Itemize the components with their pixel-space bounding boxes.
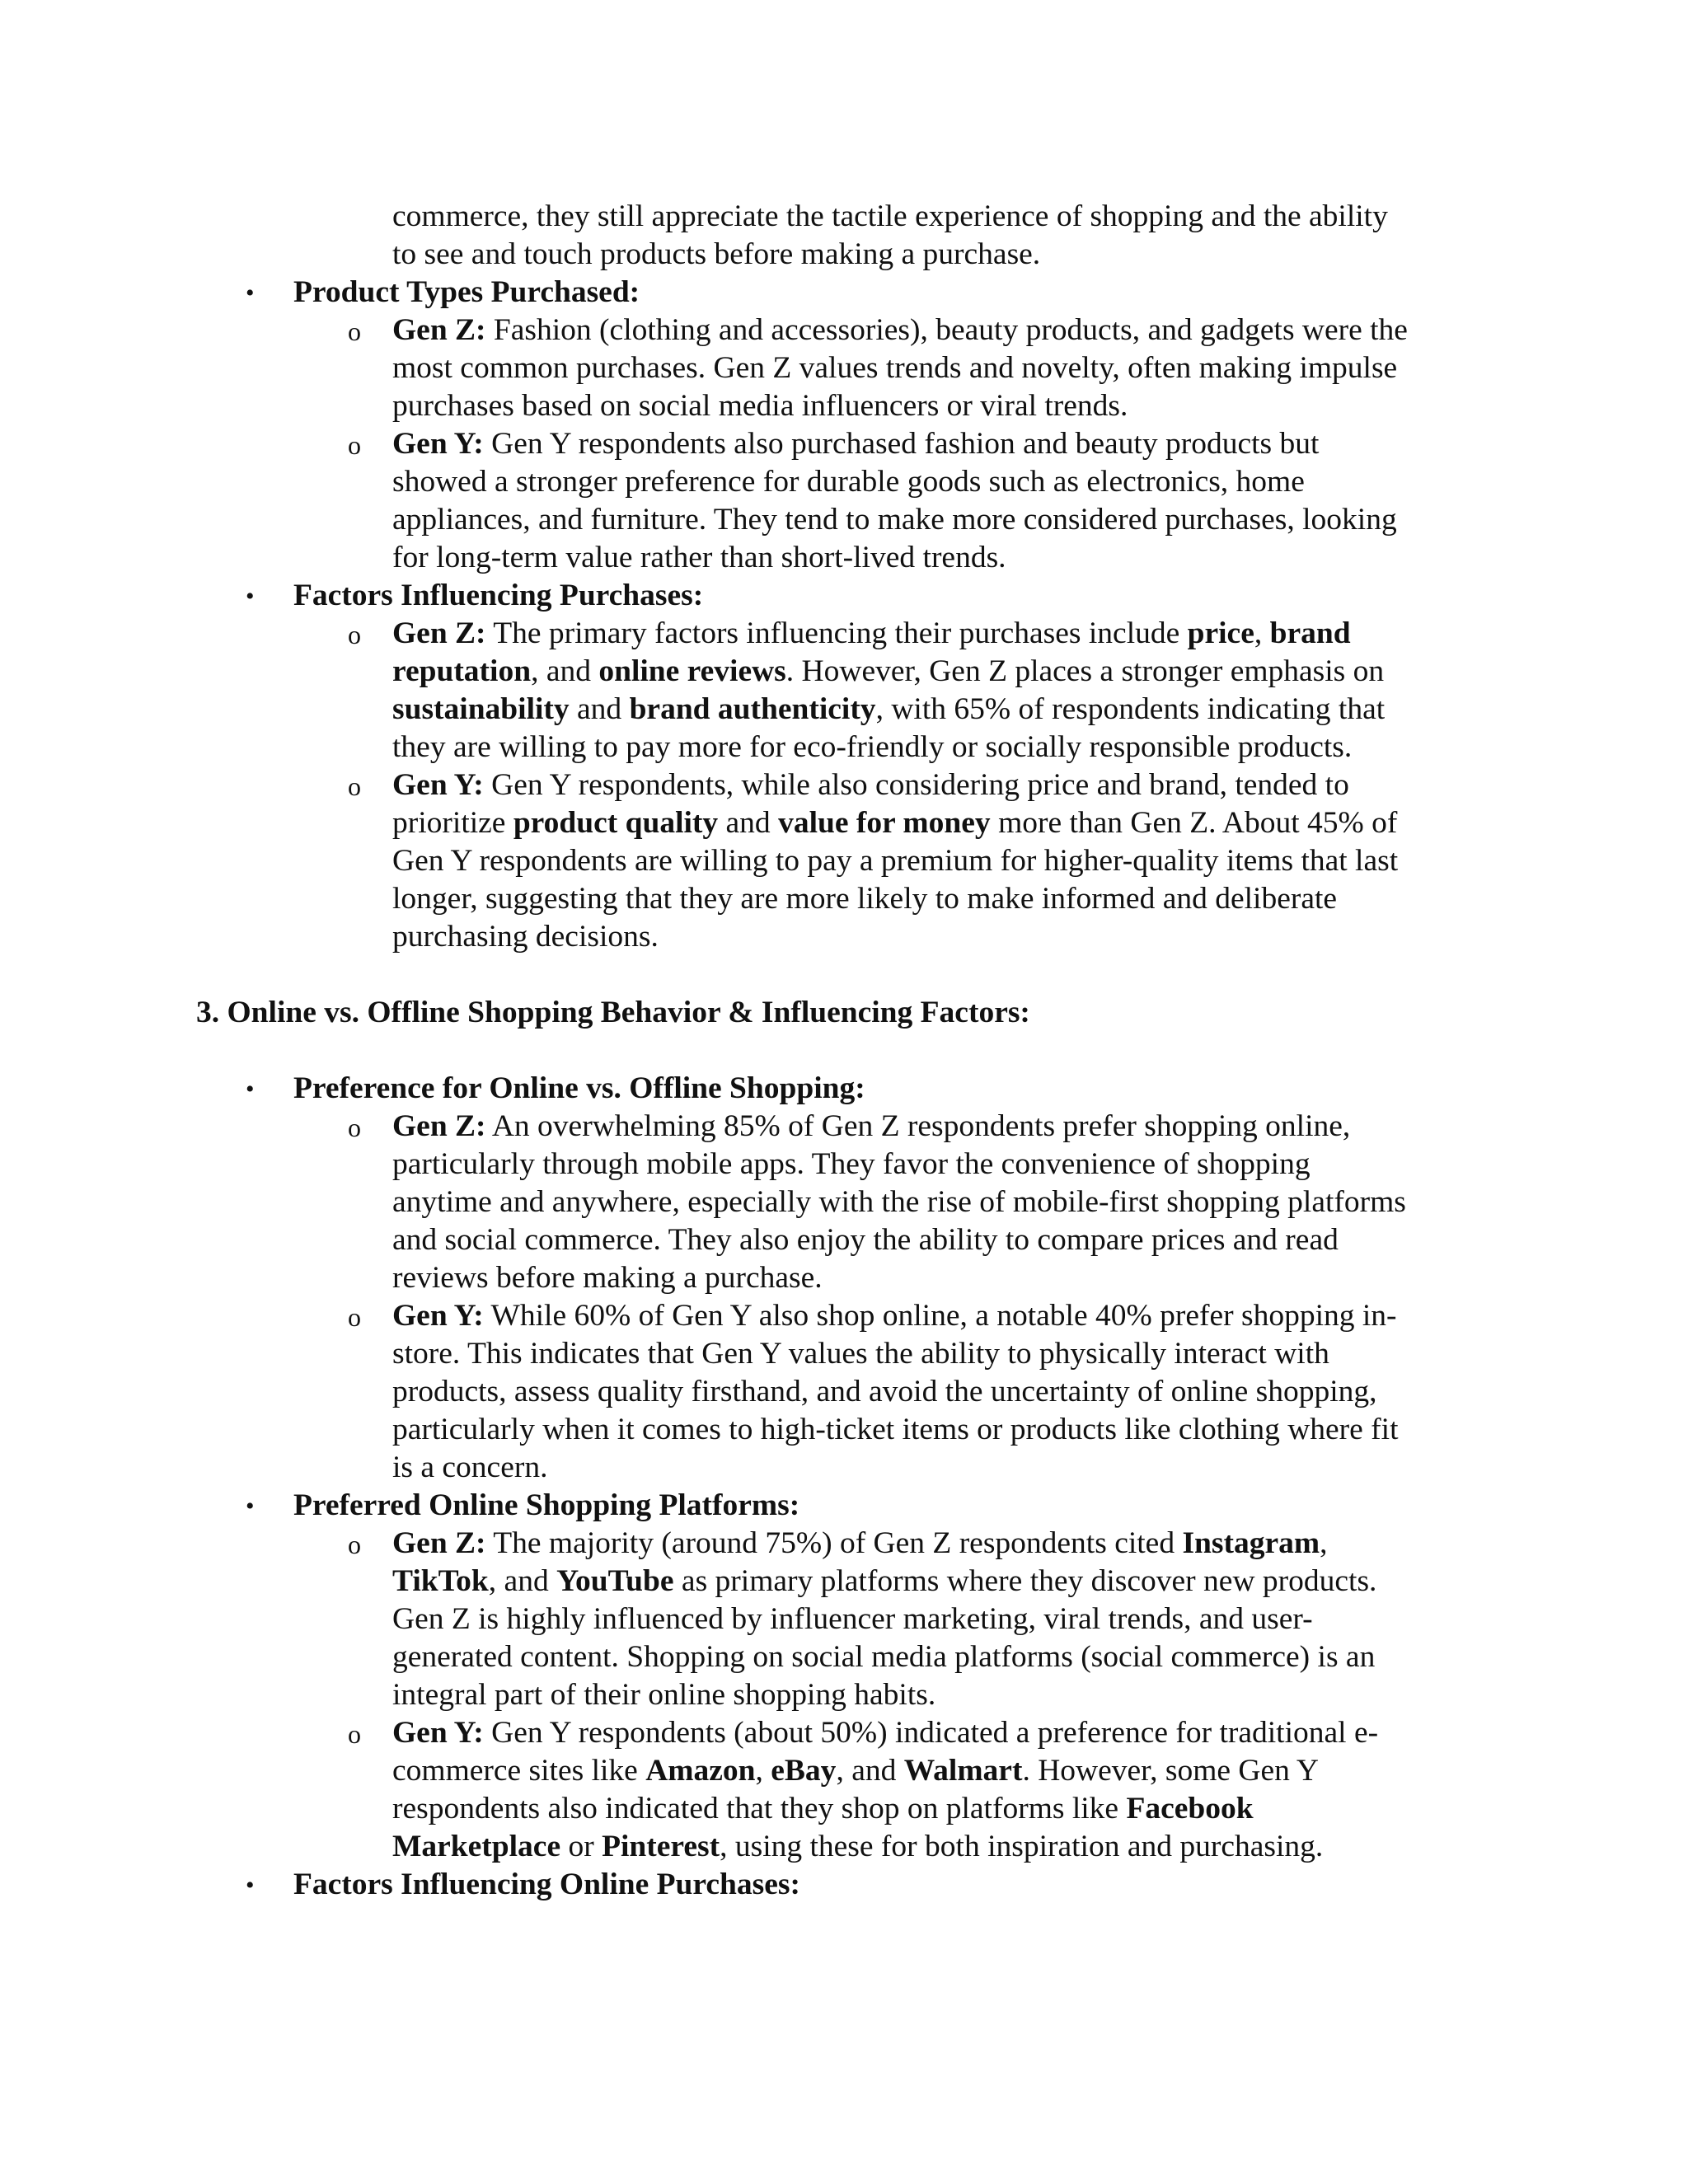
text-line: sustainability and brand authenticity, with 65% of respondents indicating that (392, 692, 1386, 726)
text-line: generated content. Shopping on social media platforms (social commerce) is an (392, 1640, 1376, 1674)
text-line: products, assess quality firsthand, and avoid the uncertainty of online shopping, (392, 1375, 1377, 1408)
bullet-heading: Factors Influencing Online Purchases: (293, 1868, 800, 1901)
bullet-icon: • (246, 583, 255, 610)
sub-bullet-icon: o (348, 771, 361, 801)
text-line: Gen Y respondents are willing to pay a premium for higher-quality items that last (392, 844, 1399, 878)
text-line: particularly when it comes to high-ticket items or products like clothing where fit (392, 1413, 1399, 1446)
text-line: most common purchases. Gen Z values trends and novelty, often making impulse (392, 351, 1398, 385)
text-line: purchases based on social media influencers or viral trends. (392, 389, 1128, 423)
bullet-icon: • (246, 1872, 255, 1899)
bullet-icon: • (246, 279, 255, 307)
sub-bullet-icon: o (348, 1530, 361, 1559)
text-line: Gen Z: Fashion (clothing and accessories), beauty products, and gadgets were the (392, 313, 1408, 347)
text-line: for long-term value rather than short-lived trends. (392, 541, 1006, 574)
text-line: showed a stronger preference for durable goods such as electronics, home (392, 465, 1305, 499)
text-line: integral part of their online shopping habits. (392, 1678, 936, 1712)
text-line: Gen Z: The majority (around 75%) of Gen Z respondents cited Instagram, (392, 1526, 1328, 1560)
text-line: store. This indicates that Gen Y values the ability to physically interact with (392, 1337, 1329, 1371)
section-heading: 3. Online vs. Offline Shopping Behavior & Influencing Factors: (196, 996, 1030, 1029)
text-line: Gen Z: The primary factors influencing their purchases include price, brand (392, 616, 1351, 650)
text-line: particularly through mobile apps. They favor the convenience of shopping (392, 1147, 1311, 1181)
text-line: commerce sites like Amazon, eBay, and Walmart. However, some Gen Y (392, 1754, 1319, 1788)
text-line: Marketplace or Pinterest, using these for both inspiration and purchasing. (392, 1830, 1324, 1863)
text-line: longer, suggesting that they are more likely to make informed and deliberate (392, 882, 1338, 916)
bullet-heading: Preferred Online Shopping Platforms: (293, 1488, 800, 1522)
text-line: Gen Y: Gen Y respondents, while also considering price and brand, tended to (392, 768, 1349, 802)
sub-bullet-icon: o (348, 1113, 361, 1142)
text-line: Gen Y: While 60% of Gen Y also shop online, a notable 40% prefer shopping in- (392, 1299, 1397, 1333)
bullet-icon: • (246, 1076, 255, 1103)
bullet-heading: Preference for Online vs. Offline Shopping: (293, 1071, 865, 1105)
text-line: is a concern. (392, 1451, 548, 1484)
text-line: respondents also indicated that they shop on platforms like Facebook (392, 1792, 1254, 1825)
sub-bullet-icon: o (348, 430, 361, 460)
text-line: purchasing decisions. (392, 920, 659, 954)
bullet-heading: Factors Influencing Purchases: (293, 579, 704, 612)
text-line: reputation, and online reviews. However, Gen Z places a stronger emphasis on (392, 654, 1385, 688)
sub-bullet-icon: o (348, 1302, 361, 1332)
bullet-heading: Product Types Purchased: (293, 275, 640, 309)
sub-bullet-icon: o (348, 316, 361, 346)
text-line: Gen Z is highly influenced by influencer marketing, viral trends, and user- (392, 1602, 1313, 1636)
text-line: reviews before making a purchase. (392, 1261, 823, 1295)
sub-bullet-icon: o (348, 620, 361, 649)
sub-bullet-icon: o (348, 1719, 361, 1749)
text-line: and social commerce. They also enjoy the ability to compare prices and read (392, 1223, 1339, 1257)
text-line: Gen Y: Gen Y respondents also purchased fashion and beauty products but (392, 427, 1320, 461)
text-line: they are willing to pay more for eco-friendly or socially responsible products. (392, 730, 1353, 764)
text-line: commerce, they still appreciate the tactile experience of shopping and the ability (392, 199, 1388, 233)
text-line: appliances, and furniture. They tend to make more considered purchases, looking (392, 503, 1397, 537)
text-line: to see and touch products before making a purchase. (392, 237, 1041, 271)
bullet-icon: • (246, 1493, 255, 1520)
text-line: anytime and anywhere, especially with the rise of mobile-first shopping platforms (392, 1185, 1406, 1219)
text-line: Gen Y: Gen Y respondents (about 50%) indicated a preference for traditional e- (392, 1716, 1379, 1750)
text-line: TikTok, and YouTube as primary platforms where they discover new products. (392, 1564, 1377, 1598)
text-line: prioritize product quality and value for money more than Gen Z. About 45% of (392, 806, 1398, 840)
text-line: Gen Z: An overwhelming 85% of Gen Z respondents prefer shopping online, (392, 1109, 1351, 1143)
